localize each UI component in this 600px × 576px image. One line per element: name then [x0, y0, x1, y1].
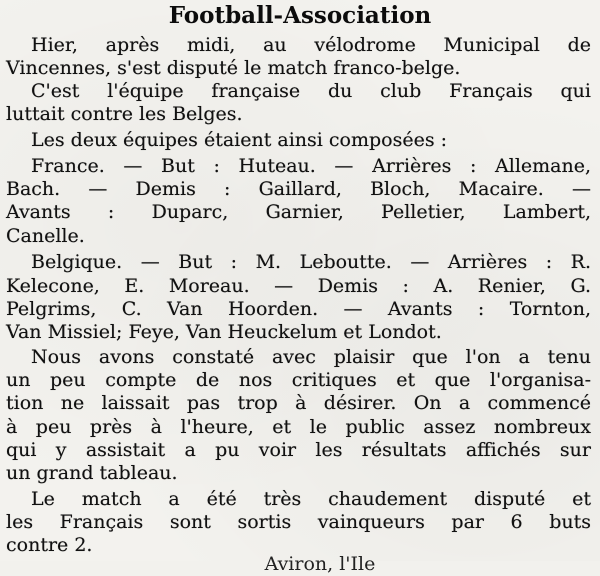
- article-line: Avants : Duparc, Garnier, Pelletier, Lambert,: [6, 201, 591, 223]
- article-line: France. — But : Huteau. — Arrières : Allemane,: [31, 155, 591, 177]
- article-line: C'est l'équipe française du club Français qui: [31, 80, 591, 102]
- article-line: les Français sont sortis vainqueurs par 6 buts: [6, 511, 591, 533]
- article-headline: Football-Association: [168, 2, 432, 29]
- article-line: Kelecone, E. Moreau. — Demis : A. Renier, G.: [6, 275, 591, 297]
- article-line: Hier, après midi, au vélodrome Municipal de: [31, 34, 591, 56]
- article-line: tion ne laissait pas trop à désirer. On a commencé: [6, 392, 591, 414]
- article-line: Belgique. — But : M. Leboutte. — Arrières : R.: [31, 251, 591, 273]
- next-heading-fragment: [0, 553, 600, 575]
- article-line: Pelgrims, C. Van Hoorden. — Avants : Tornton,: [6, 298, 591, 320]
- article-line: qui y assistait a pu voir les résultats affichés sur: [6, 439, 591, 461]
- article-line: Les deux équipes étaient ainsi composées :: [31, 129, 448, 151]
- article-line: Le match a été très chaudement disputé et: [31, 488, 591, 510]
- next-heading-text: Aviron, l'Ile: [264, 553, 376, 575]
- article-line: Nous avons constaté avec plaisir que l'on a tenu: [31, 346, 591, 368]
- article-line: un peu compte de nos critiques et que l'organisa-: [6, 369, 591, 391]
- article-line: à peu près à l'heure, et le public assez nombreux: [6, 416, 591, 438]
- article-line: Bach. — Demis : Gaillard, Bloch, Macaire. —: [6, 178, 591, 200]
- article-line: un grand tableau.: [6, 462, 178, 484]
- article-line: Canelle.: [6, 225, 85, 247]
- article-line: luttait contre les Belges.: [6, 103, 243, 125]
- article-line: Vincennes, s'est disputé le match franco-belge.: [6, 57, 461, 79]
- article-line: contre 2.: [6, 534, 93, 556]
- article-line: Van Missiel; Feye, Van Heuckelum et Londot.: [6, 321, 442, 343]
